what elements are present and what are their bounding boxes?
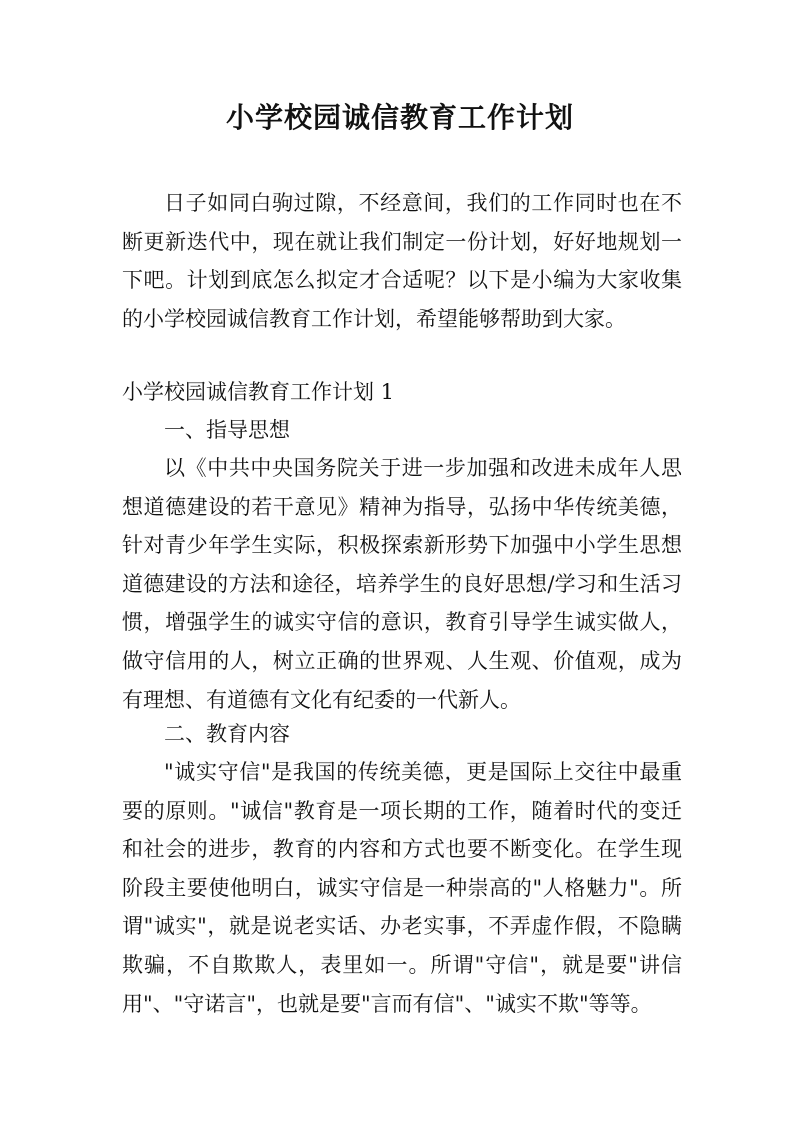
section2-heading: 二、教育内容	[164, 722, 290, 746]
section1-heading: 一、指导思想	[164, 418, 290, 442]
section1-paragraph: 以《中共中央国务院关于进一步加强和改进未成年人思想道德建设的若干意见》精神为指导，弘扬中华传统美德，针对青少年学生实际，积极探索新形势下加强中小学生思想道德建设的方法和途径，培养学生的良好思想/学习和生活习惯，增强学生的诚实守信的意识，教育引导学生诚实做人，做守信用的人，树立正确的世界观、人生观、价值观，成为有理想、有道德有文化有纪委的一代新人。	[122, 456, 682, 712]
document-title: 小学校园诚信教育工作计划	[225, 101, 574, 134]
intro-paragraph: 日子如同白驹过隙，不经意间，我们的工作同时也在不断更新迭代中，现在就让我们制定一份计划，好好地规划一下吧。计划到底怎么拟定才合适呢？以下是小编为大家收集的小学校园诚信教育工作计划，希望能够帮助到大家。	[122, 191, 682, 331]
plan-heading: 小学校园诚信教育工作计划 1	[122, 380, 395, 404]
section2-paragraph: "诚实守信"是我国的传统美德，更是国际上交往中最重要的原则。"诚信"教育是一项长期的工作，随着时代的变迁和社会的进步，教育的内容和方式也要不断变化。在学生现阶段主要使他明白，诚实守信是一种崇高的"人格魅力"。所谓"诚实"，就是说老实话、办老实事，不弄虚作假，不隐瞒欺骗，不自欺欺人，表里如一。所谓"守信"，就是要"讲信用"、"守诺言"，也就是要"言而有信"、"诚实不欺"等等。	[122, 760, 682, 1016]
